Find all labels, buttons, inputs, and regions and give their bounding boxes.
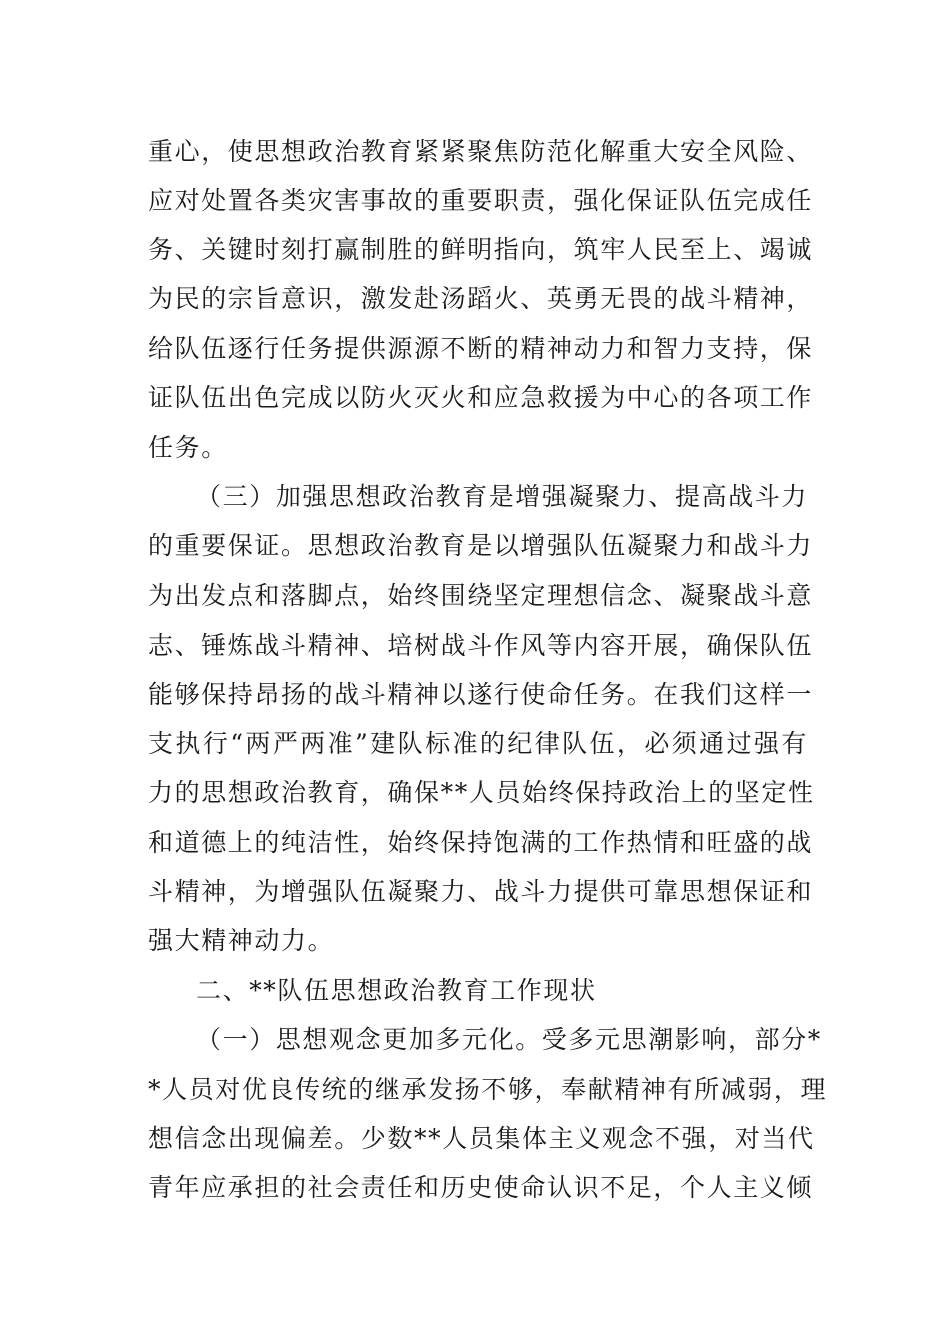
- paragraph-line-4: 为民的宗旨意识，激发赴汤蹈火、英勇无畏的战斗精神，: [148, 284, 814, 313]
- paragraph-line-11: 志、锤炼战斗精神、培树战斗作风等内容开展，确保队伍: [148, 631, 814, 660]
- paragraph-line-14: 力的思想政治教育，确保**人员始终保持政治上的坚定性: [148, 778, 815, 807]
- paragraph-line-21: 想信念出现偏差。少数**人员集体主义观念不强，对当代: [148, 1124, 815, 1153]
- paragraph-line-22: 青年应承担的社会责任和历史使命认识不足，个人主义倾: [148, 1173, 814, 1202]
- paragraph-line-13: 支执行“两严两准”建队标准的纪律队伍，必须通过强有: [148, 729, 808, 758]
- paragraph-line-12: 能够保持昂扬的战斗精神以遂行使命任务。在我们这样一: [148, 680, 814, 709]
- paragraph-line-17: 强大精神动力。: [148, 926, 335, 955]
- paragraph-line-7: 任务。: [148, 433, 228, 462]
- section-2-title: 二、**队伍思想政治教育工作现状: [196, 976, 597, 1005]
- section-3-heading-line: （三）加强思想政治教育是增强凝聚力、提高战斗力: [196, 482, 808, 511]
- paragraph-line-20: *人员对优良传统的继承发扬不够，奉献精神有所减弱，理: [148, 1075, 828, 1104]
- paragraph-line-3: 务、关键时刻打赢制胜的鲜明指向，筑牢人民至上、竭诚: [148, 235, 814, 264]
- section-2-1-heading-line: （一）思想观念更加多元化。受多元思潮影响，部分*: [196, 1025, 822, 1054]
- paragraph-line-2: 应对处置各类灾害事故的重要职责，强化保证队伍完成任: [148, 186, 814, 215]
- paragraph-line-10: 为出发点和落脚点，始终围绕坚定理想信念、凝聚战斗意: [148, 581, 814, 610]
- paragraph-line-15: 和道德上的纯洁性，始终保持饱满的工作热情和旺盛的战: [148, 828, 814, 857]
- paragraph-line-16: 斗精神，为增强队伍凝聚力、战斗力提供可靠思想保证和: [148, 877, 814, 906]
- paragraph-line-5: 给队伍逐行任务提供源源不断的精神动力和智力支持，保: [148, 334, 814, 363]
- paragraph-line-1: 重心，使思想政治教育紧紧聚焦防范化解重大安全风险、: [148, 137, 814, 166]
- paragraph-line-6: 证队伍出色完成以防火灭火和应急救援为中心的各项工作: [148, 383, 814, 412]
- paragraph-line-9: 的重要保证。思想政治教育是以增强队伍凝聚力和战斗力: [148, 531, 814, 560]
